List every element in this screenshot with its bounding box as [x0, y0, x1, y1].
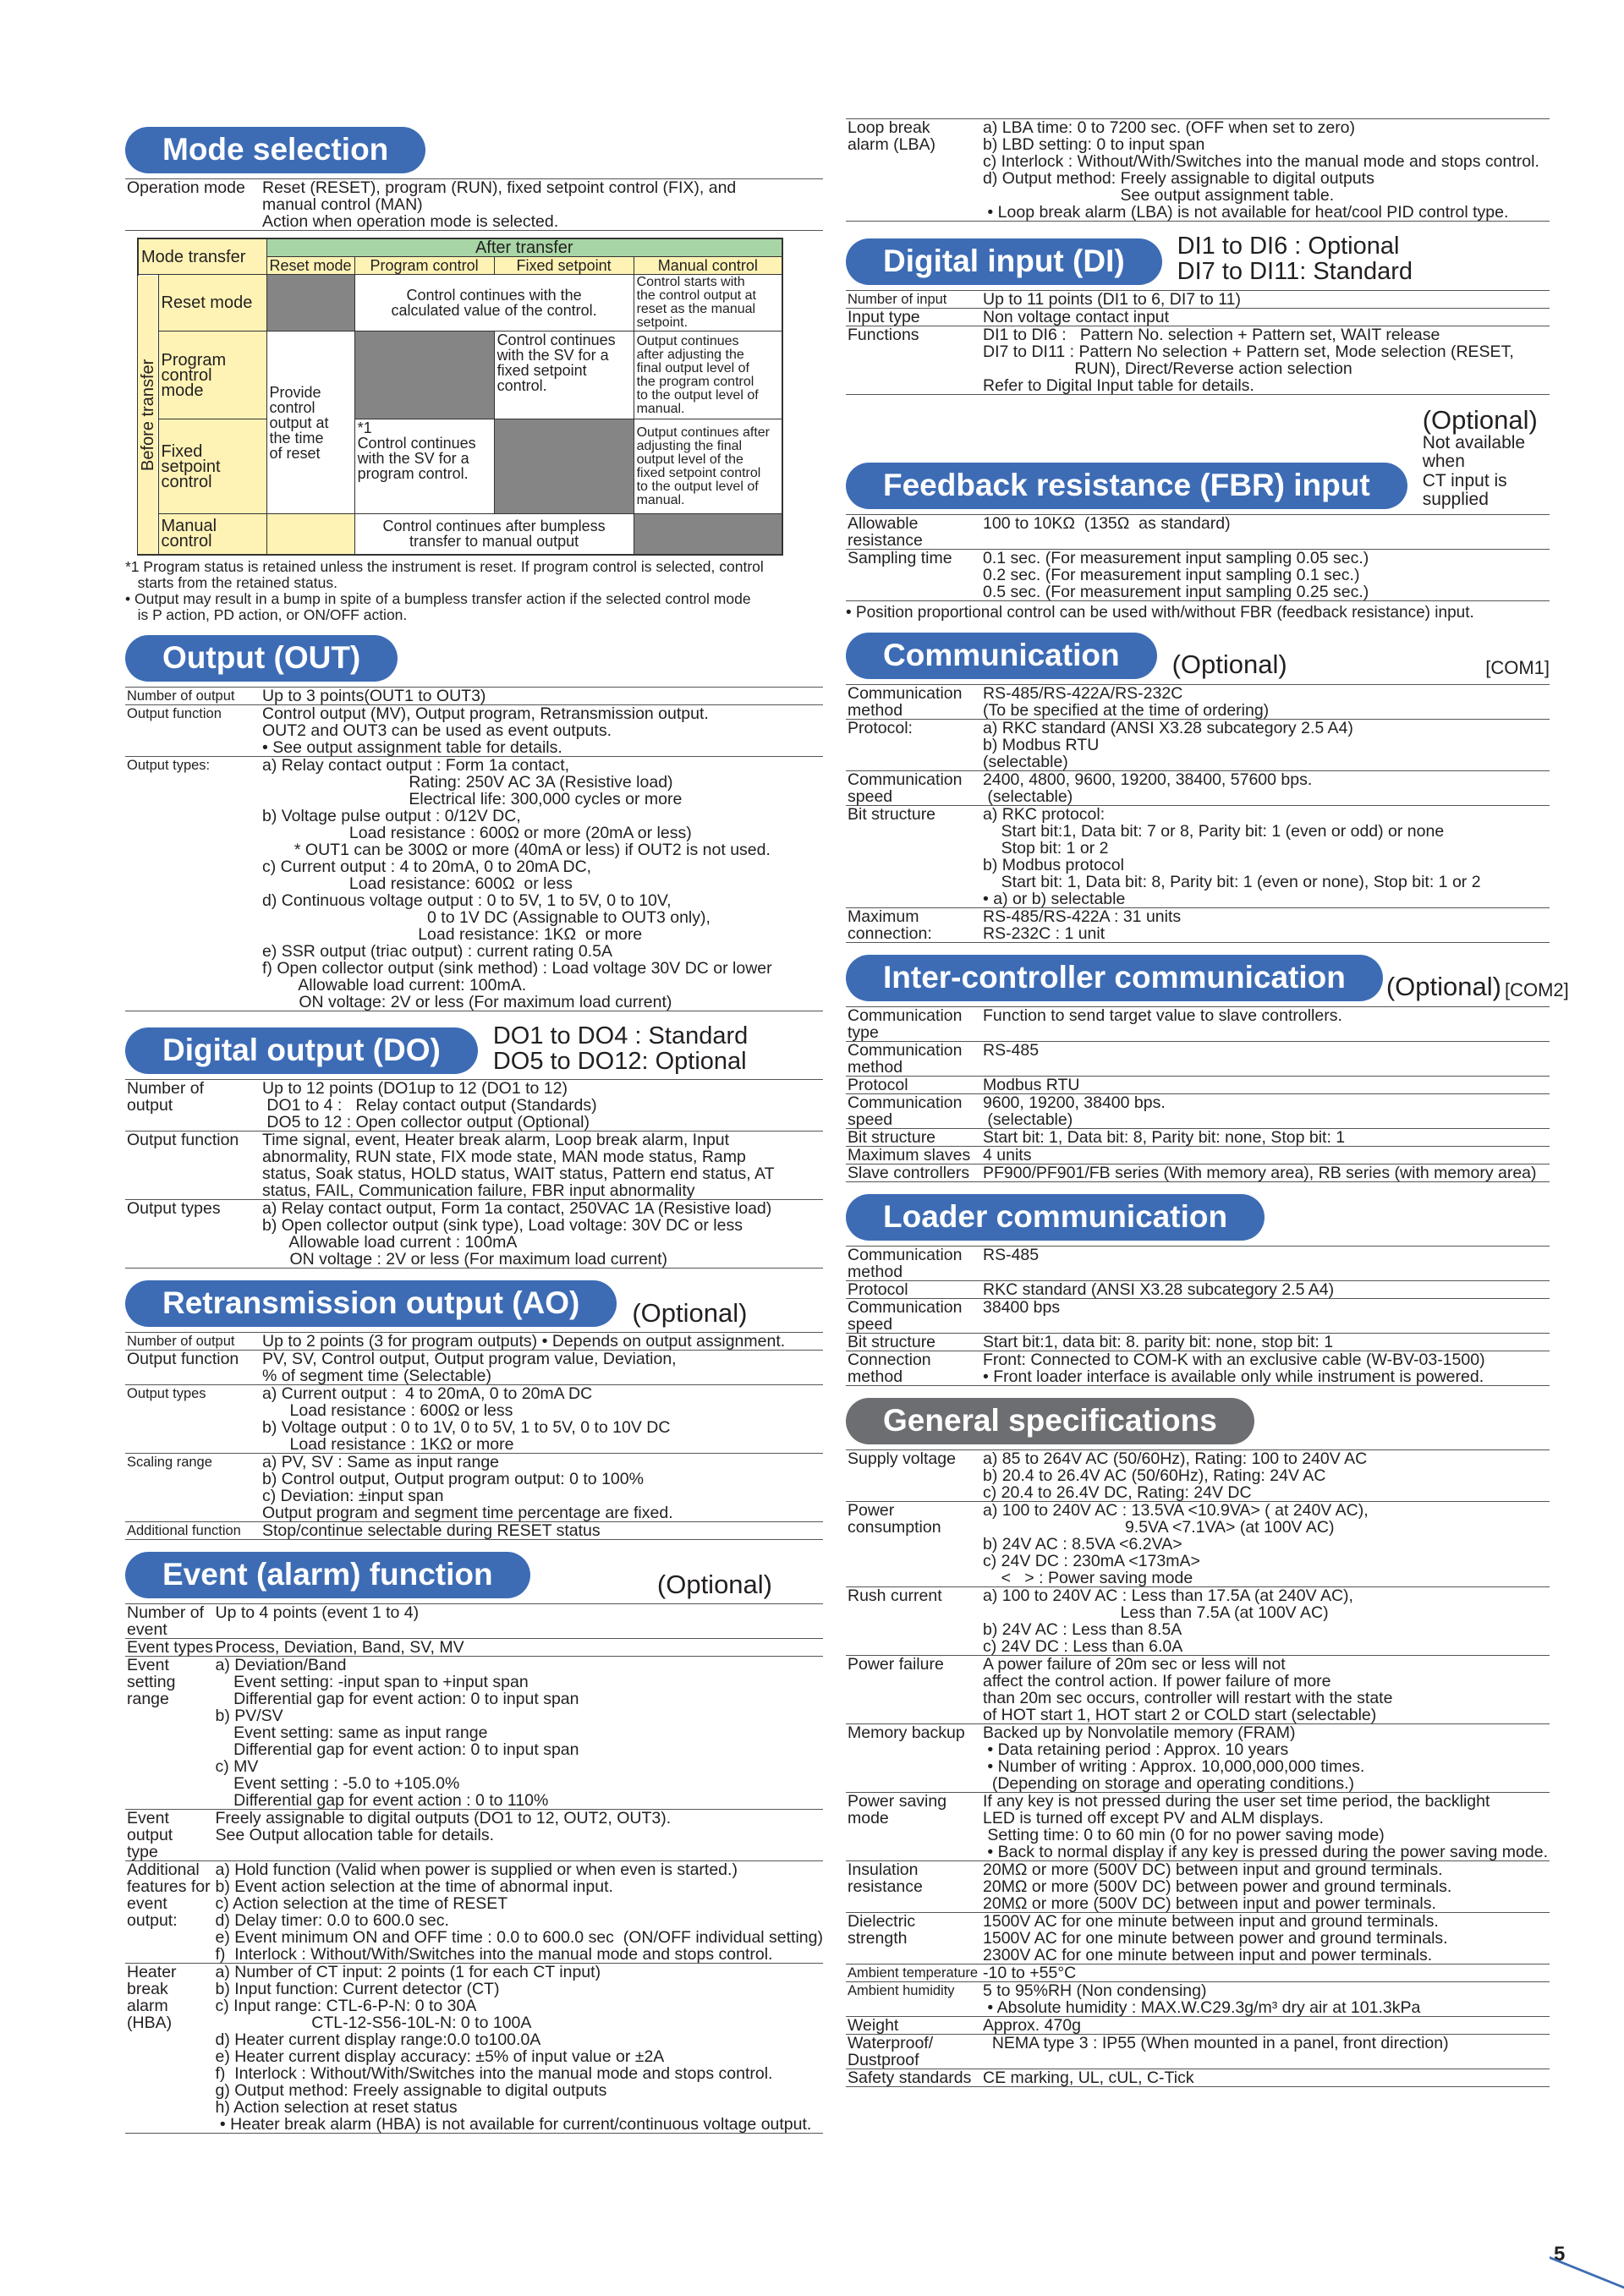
spec-value: RKC standard (ANSI X3.28 subcategory 2.5 A4)	[983, 1280, 1335, 1299]
communication-title: Communication	[846, 633, 1157, 679]
spec-key: Event setting range	[127, 1656, 176, 1709]
spec-key: Power consumption	[848, 1500, 941, 1537]
spec-key: Operation mode	[127, 178, 245, 197]
spec-row	[125, 1333, 823, 1351]
spec-value: Function to send target value to slave controllers.	[983, 1006, 1342, 1025]
spec-key: Output function	[127, 705, 222, 721]
spec-row	[846, 1006, 1550, 1041]
spec-key: Number of output	[127, 1079, 205, 1115]
cell-fixed-manual: Output continues after adjusting the final output level of the fixed setpoint control to the output level of manual.	[634, 419, 782, 514]
event-alarm-title: Event (alarm) function	[125, 1552, 530, 1598]
spec-row	[846, 1333, 1550, 1351]
spec-value: Front: Connected to COM-K with an exclusive cable (W-BV-03-1500) • Front loader interface is available only while instrument is powered.	[983, 1350, 1485, 1386]
spec-key: Additional features for event output:	[127, 1860, 211, 1931]
spec-key: Protocol	[848, 1075, 908, 1094]
spec-row	[846, 1164, 1550, 1181]
spec-row	[846, 1655, 1550, 1723]
spec-key: Number of input	[848, 291, 947, 307]
inter-controller-title: Inter-controller communication	[846, 955, 1383, 1001]
fbr-note: (Optional)	[1422, 404, 1538, 435]
spec-row	[846, 308, 1550, 326]
mode-spec-table	[125, 178, 823, 231]
spec-value: PF900/PF901/FB series (With memory area), RB series (with memory area)	[983, 1163, 1537, 1182]
loader-spec-table	[846, 1246, 1550, 1386]
spec-value: a) Relay contact output : Form 1a contact, Rating: 250V AC 3A (Resistive load) Electrical life: 300,000 cycles or more b) Voltage pulse output : 0/12V DC, Load resistance : 600Ω or more (20mA or less) * OUT1 can be 300Ω or more (40mA or less) if OUT2 is not used. c) Current output : 4 to 20mA, 0 to 20mA DC, Load resistance: 600Ω or less d) Continuous voltage output : 0 to 5V, 1 to 5V, 0 to 10V, 0 to 1V DC (Assignable to OUT3 only), Load resistance: 1KΩ or more e) SSR output (triac output) : current rating 0.5A f) Open collector output (sink method) : Load voltage 30V DC or lower Allowable load current: 100mA. ON voltage: 2V or less (For maximum load current)	[262, 755, 772, 1011]
page-number: 5	[1554, 2243, 1566, 2266]
mode-transfer-label: Mode transfer	[138, 238, 266, 275]
spec-row	[125, 1639, 823, 1657]
digital-output-section	[125, 1023, 823, 1269]
output-section	[125, 635, 823, 1011]
mode-selection-title: Mode selection	[125, 127, 425, 173]
mode-transfer-matrix	[125, 238, 823, 556]
event-spec-table	[125, 1603, 823, 2134]
spec-key: Ambient humidity	[848, 1982, 955, 1998]
col-reset-mode: Reset mode	[266, 257, 354, 275]
spec-row	[125, 179, 823, 231]
spec-key: Communication type	[848, 1006, 963, 1042]
spec-value: Start bit:1, data bit: 8. parity bit: none, stop bit: 1	[983, 1332, 1334, 1351]
spec-value: Time signal, event, Heater break alarm, Loop break alarm, Input abnormality, RUN state, FIX mode state, MAN mode status, Ramp status, Soak status, HOLD status, WAIT status, Pattern end status, AT status, FAIL, Communication failure, FBR input abnormality	[262, 1131, 775, 1201]
spec-key: Allowable resistance	[848, 513, 923, 550]
spec-value: a) 100 to 240V AC : 13.5VA <10.9VA> ( at 240V AC), 9.5VA <7.1VA> (at 100V AC) b) 24V AC : 8.5VA <6.2VA> c) 24V DC : 230mA <173mA> < > : Power saving mode	[983, 1500, 1369, 1587]
communication-note: (Optional)	[1171, 649, 1287, 680]
spec-row	[846, 1298, 1550, 1333]
spec-key: Output function	[127, 1350, 239, 1369]
spec-row	[125, 1861, 823, 1964]
digital-input-note: DI1 to DI6 : Optional DI7 to DI11: Standard	[1177, 233, 1413, 286]
after-transfer-label: After transfer	[266, 238, 782, 257]
spec-row	[125, 1810, 823, 1861]
spec-value: 20MΩ or more (500V DC) between input and ground terminals. 20MΩ or more (500V DC) between power and ground terminals. 20MΩ or more (500V DC) between input and power terminals.	[983, 1860, 1452, 1913]
digital-input-spec-table	[846, 290, 1550, 395]
spec-key: Communication method	[848, 1245, 963, 1281]
row-manual-control: Manual control	[158, 514, 266, 555]
output-spec-table	[125, 687, 823, 1011]
spec-key: Number of output	[127, 688, 235, 704]
spec-key: Loop break alarm (LBA)	[848, 118, 936, 154]
spec-row	[125, 1385, 823, 1454]
spec-row	[846, 1964, 1550, 1981]
spec-value: Process, Deviation, Band, SV, MV	[215, 1638, 464, 1658]
spec-row	[125, 1454, 823, 1522]
digital-output-title: Digital output (DO)	[125, 1027, 478, 1074]
spec-row	[125, 1604, 823, 1639]
spec-value: Reset (RESET), program (RUN), fixed setpoint control (FIX), and manual control (MAN) Action when operation mode is selected.	[262, 178, 737, 231]
col-program-control: Program control	[354, 257, 494, 275]
spec-row	[846, 1246, 1550, 1280]
spec-value: 9600, 19200, 38400 bps. (selectable)	[983, 1093, 1166, 1129]
spec-key: Input type	[848, 307, 920, 326]
spec-row	[125, 1080, 823, 1132]
fbr-title: Feedback resistance (FBR) input	[846, 463, 1407, 509]
spec-key: Memory backup	[848, 1723, 965, 1742]
loader-section	[846, 1194, 1550, 1386]
spec-key: Protocol:	[848, 718, 913, 737]
spec-row	[846, 1501, 1550, 1586]
row-fixed-setpoint: Fixed setpoint control	[158, 419, 266, 514]
spec-key: Maximum connection:	[848, 907, 932, 943]
digital-input-title: Digital input (DI)	[846, 238, 1162, 285]
spec-row	[846, 1912, 1550, 1964]
spec-value: a) RKC protocol: Start bit:1, Data bit: 7 or 8, Parity bit: 1 (even or odd) or none Stop bit: 1 or 2 b) Modbus protocol Start bit: 1, Data bit: 8, Parity bit: 1 (even or none), Stop bit: 1 or 2 • a) or b) selectable	[983, 804, 1481, 908]
digital-output-note: DO1 to DO4 : Standard DO5 to DO12: Optional	[492, 1022, 749, 1075]
cell-program-manual: Output continues after adjusting the final output level of the program control to the output level of manual.	[634, 332, 782, 419]
communication-section	[846, 633, 1550, 943]
communication-spec-table	[846, 684, 1550, 943]
spec-row	[846, 1449, 1550, 1501]
cell-fixed-fixed	[494, 419, 634, 514]
spec-key: Weight	[848, 2015, 899, 2035]
spec-key: Safety standards	[848, 2068, 972, 2087]
col-fixed-setpoint: Fixed setpoint	[494, 257, 634, 275]
spec-row	[125, 756, 823, 1011]
spec-key: Connection method	[848, 1350, 931, 1386]
spec-value: a) 85 to 264V AC (50/60Hz), Rating: 100 to 240V AC b) 20.4 to 26.4V AC (50/60Hz), Rating: 24V AC c) 20.4 to 26.4V DC, Rating: 24V DC	[983, 1449, 1368, 1502]
spec-value: a) LBA time: 0 to 7200 sec. (OFF when set to zero) b) LBD setting: 0 to input span c) Interlock : Without/With/Switches into the manual mode and stops control. d) Output method: Freely assignable to digital outputs See output assignment table. • Loop break alarm (LBA) is not available for heat/cool PID control type.	[983, 118, 1539, 222]
spec-value: RS-485/RS-422A : 31 units RS-232C : 1 unit	[983, 907, 1182, 943]
spec-value: Modbus RTU	[983, 1075, 1080, 1094]
cell-reset-program: Control continues with the calculated value of the control.	[354, 275, 634, 332]
spec-row	[846, 290, 1550, 308]
output-title: Output (OUT)	[125, 635, 398, 682]
spec-row	[846, 770, 1550, 805]
spec-key: Scaling range	[127, 1455, 212, 1471]
spec-key: Additional function	[127, 1523, 241, 1539]
spec-key: Bit structure	[848, 804, 936, 824]
page-corner-line	[1550, 2256, 1624, 2296]
spec-value: Backed up by Nonvolatile memory (FRAM) • Data retaining period : Approx. 10 years • Number of writing : Approx. 10,000,000,000 times. (Depending on storage and operating conditions.)	[983, 1723, 1365, 1793]
spec-value: DI1 to DI6 : Pattern No. selection + Pattern set, WAIT release DI7 to DI11 : Pattern No selection + Pattern set, Mode selection (RESET, RUN), Direct/Reverse action selection Refer to Digital Input table for details.	[983, 325, 1514, 395]
spec-row	[846, 1792, 1550, 1860]
spec-value: NEMA type 3 : IP55 (When mounted in a panel, front direction)	[983, 2033, 1449, 2052]
spec-value: If any key is not pressed during the user set time period, the backlight LED is turned off except PV and ALM displays. Setting time: 0 to 60 min (0 for no power saving mode) • Back to normal display if any key is pressed during the power saving mode.	[983, 1791, 1548, 1861]
retransmission-spec-table	[125, 1332, 823, 1540]
general-spec-title: General specifications	[846, 1398, 1254, 1444]
spec-value: a) Current output : 4 to 20mA, 0 to 20mA DC Load resistance : 600Ω or less b) Voltage output : 0 to 1V, 0 to 5V, 1 to 5V, 0 to 10V DC Load resistance : 1KΩ or more	[262, 1384, 671, 1455]
spec-key: Communication speed	[848, 1093, 963, 1129]
communication-tag: [COM1]	[1485, 656, 1550, 678]
spec-row	[125, 1351, 823, 1385]
spec-row	[846, 2069, 1550, 2086]
spec-key: Communication speed	[848, 770, 963, 806]
spec-value: -10 to +55°C	[983, 1963, 1077, 1982]
cell-program-fixed: Control continues with the SV for a fixed setpoint control.	[494, 332, 634, 419]
spec-value: PV, SV, Control output, Output program value, Deviation, % of segment time (Selectable)	[262, 1350, 677, 1386]
row-reset-mode: Reset mode	[158, 275, 266, 332]
spec-value: 100 to 10KΩ (135Ω as standard)	[983, 513, 1231, 533]
spec-value: RS-485/RS-422A/RS-232C (To be specified at the time of ordering)	[983, 683, 1270, 720]
spec-value: a) 100 to 240V AC : Less than 17.5A (at 240V AC), Less than 7.5A (at 100V AC) b) 24V AC : Less than 8.5A c) 24V DC : Less than 6.0A	[983, 1586, 1353, 1656]
spec-row	[125, 1200, 823, 1269]
spec-row	[846, 1586, 1550, 1655]
spec-value: 5 to 95%RH (Non condensing) • Absolute humidity : MAX.W.C29.3g/m³ dry air at 101.3kPa	[983, 1981, 1421, 2017]
spec-key: Communication speed	[848, 1297, 963, 1334]
spec-row	[846, 326, 1550, 394]
spec-key: Maximum slaves	[848, 1145, 971, 1164]
spec-row	[846, 2034, 1550, 2069]
spec-row	[846, 1041, 1550, 1076]
spec-row	[125, 687, 823, 704]
spec-value: a) Relay contact output, Form 1a contact, 250VAC 1A (Resistive load) b) Open collector output (sink type), Load voltage: 30V DC or less Allowable load current : 100mA ON voltage : 2V or less (For maximum load current)	[262, 1199, 772, 1269]
spec-key: Insulation resistance	[848, 1860, 923, 1896]
spec-key: Sampling time	[848, 548, 952, 567]
spec-key: Bit structure	[848, 1127, 936, 1147]
spec-value: a) PV, SV : Same as input range b) Control output, Output program output: 0 to 100% c) Deviation: ±input span Output program and segment time percentage are fixed.	[262, 1453, 673, 1523]
loop-break-section	[846, 118, 1550, 222]
spec-key: Number of event	[127, 1603, 205, 1640]
cell-manual-reset	[266, 514, 354, 555]
spec-key: Event output type	[127, 1809, 173, 1862]
spec-key: Ambient temperature	[848, 1964, 979, 1981]
spec-row	[846, 1981, 1550, 2016]
spec-key: Functions	[848, 325, 919, 344]
inter-controller-section	[846, 955, 1569, 1182]
spec-row	[125, 704, 823, 756]
spec-row	[846, 1860, 1550, 1912]
spec-value: a) RKC standard (ANSI X3.28 subcategory 2.5 A4) b) Modbus RTU (selectable)	[983, 718, 1353, 771]
mode-selection-section	[125, 127, 823, 623]
before-transfer-label: Before transfer	[138, 275, 158, 555]
row-program-control: Program control mode	[158, 332, 266, 419]
spec-value: Up to 2 points (3 for program outputs) • Depends on output assignment.	[262, 1332, 786, 1351]
spec-value: 0.1 sec. (For measurement input sampling 0.05 sec.) 0.2 sec. (For measurement input sampling 0.1 sec.) 0.5 sec. (For measurement input sampling 0.25 sec.)	[983, 548, 1369, 601]
spec-value: RS-485	[983, 1245, 1040, 1264]
fbr-spec-table	[846, 514, 1550, 601]
spec-row	[846, 1093, 1550, 1128]
spec-row	[846, 1351, 1550, 1385]
spec-value: Non voltage contact input	[983, 307, 1170, 326]
fbr-subnote: Not available when CT input is supplied	[1422, 433, 1526, 509]
cell-reset-reset	[266, 275, 354, 332]
spec-value: 38400 bps	[983, 1297, 1061, 1317]
spec-row	[125, 1657, 823, 1810]
spec-value: Up to 4 points (event 1 to 4)	[215, 1603, 420, 1623]
inter-controller-note: (Optional)	[1385, 972, 1501, 1002]
spec-key: Communication method	[848, 683, 963, 720]
spec-key: Communication method	[848, 1040, 963, 1077]
loop-break-spec-table	[846, 118, 1550, 222]
spec-row	[846, 1723, 1550, 1792]
spec-key: Power saving mode	[848, 1791, 947, 1827]
col-manual-control: Manual control	[634, 257, 782, 275]
spec-row	[846, 1128, 1550, 1146]
general-spec-section	[846, 1398, 1550, 2087]
spec-row	[846, 549, 1550, 600]
spec-row	[846, 684, 1550, 719]
spec-key: Output function	[127, 1131, 239, 1150]
spec-row	[125, 1522, 823, 1540]
spec-row	[846, 1280, 1550, 1298]
spec-value: Up to 3 points(OUT1 to OUT3)	[262, 686, 486, 705]
spec-row	[125, 1132, 823, 1200]
spec-key: Heater break alarm (HBA)	[127, 1963, 177, 2033]
spec-key: Output types	[127, 1386, 206, 1402]
digital-input-section	[846, 233, 1550, 395]
spec-key: Power failure	[848, 1654, 944, 1674]
cell-program-program	[354, 332, 494, 419]
fbr-section	[846, 404, 1550, 622]
spec-value: A power failure of 20m sec or less will not affect the control action. If power failure of more than 20m sec occurs, controller will restart with the state of HOT start 1, HOT start 2 or COLD start (selectable)	[983, 1654, 1393, 1724]
spec-key: Bit structure	[848, 1332, 936, 1351]
spec-row	[846, 907, 1550, 942]
fbr-footer: • Position proportional control can be used with/without FBR (feedback resistance) input.	[846, 603, 1474, 622]
spec-value: a) Deviation/Band Event setting: -input span to +input span Differential gap for event action: 0 to input span b) PV/SV Event setting: same as input range Differential gap for event action: 0 to input span c) MV Event setting : -5.0 to +105.0% Differential gap for event action : 0 to 110%	[215, 1656, 579, 1811]
retransmission-output-section	[125, 1280, 823, 1540]
spec-key: Dielectric strength	[848, 1911, 916, 1948]
spec-value: 2400, 4800, 9600, 19200, 38400, 57600 bps. (selectable)	[983, 770, 1313, 806]
spec-row	[846, 1076, 1550, 1093]
spec-row	[846, 119, 1550, 222]
general-spec-table	[846, 1449, 1550, 2087]
spec-value: 1500V AC for one minute between input and ground terminals. 1500V AC for one minute between power and ground terminals. 2300V AC for one minute between input and power terminals.	[983, 1911, 1448, 1964]
spec-row	[125, 1964, 823, 2134]
spec-value: 4 units	[983, 1145, 1032, 1164]
inter-controller-tag: [COM2]	[1504, 978, 1569, 1000]
spec-value: Freely assignable to digital outputs (DO1 to 12, OUT2, OUT3). See Output allocation table for details.	[215, 1809, 672, 1845]
retransmission-output-title: Retransmission output (AO)	[125, 1280, 617, 1327]
spec-row	[846, 719, 1550, 770]
left-column	[125, 118, 823, 2145]
spec-value: Approx. 470g	[983, 2015, 1082, 2035]
spec-row	[846, 805, 1550, 907]
cell-fixed-program: *1 Control continues with the SV for a program control.	[354, 419, 494, 514]
cell-manual-manual	[634, 514, 782, 555]
event-alarm-note: (Optional)	[656, 1569, 772, 1599]
spec-key: Protocol	[848, 1280, 908, 1299]
spec-value: Up to 12 points (DO1up to 12 (DO1 to 12) DO1 to 4 : Relay contact output (Standards) DO5 to 12 : Open collector output (Optional)	[262, 1079, 597, 1132]
spec-value: Up to 11 points (DI1 to 6, DI7 to 11)	[983, 289, 1241, 309]
spec-value: RS-485	[983, 1040, 1040, 1060]
spec-value: Start bit: 1, Data bit: 8, Parity bit: none, Stop bit: 1	[983, 1127, 1346, 1147]
right-column	[846, 118, 1569, 2099]
loader-title: Loader communication	[846, 1194, 1265, 1241]
spec-value: Control output (MV), Output program, Retransmission output. OUT2 and OUT3 can be used as event outputs. • See output assignment table for details.	[262, 704, 709, 757]
mode-notes: *1 Program status is retained unless the instrument is reset. If program control is selected, control starts from the retained status. • Output may result in a bump in spite of a bumpless transfer action if the selected control mode is P action, PD action, or ON/OFF action.	[125, 557, 764, 623]
spec-key: Slave controllers	[848, 1163, 970, 1182]
spec-row	[846, 2016, 1550, 2034]
spec-row	[846, 1146, 1550, 1164]
spec-key: Output types:	[127, 757, 211, 773]
inter-controller-spec-table	[846, 1006, 1550, 1182]
spec-key: Number of output	[127, 1334, 235, 1350]
cell-manual-other: Control continues after bumpless transfer to manual output	[354, 514, 634, 555]
spec-value: a) Number of CT input: 2 points (1 for each CT input) b) Input function: Current detector (CT) c) Input range: CTL-6-P-N: 0 to 30A CTL-12-S56-10L-N: 0 to 100A d) Heater current display range:0.0 to100.0A e) Heater current display accuracy: ±5% of input value or ±2A f) Interlock : Without/With/Switches into the manual mode and stops control. g) Output method: Freely assignable to digital outputs h) Action selection at reset status • Heater break alarm (HBA) is not available for current/continuous voltage output.	[215, 1963, 812, 2134]
spec-key: Rush current	[848, 1586, 942, 1605]
event-alarm-section	[125, 1552, 823, 2134]
spec-value: a) Hold function (Valid when power is supplied or when even is started.) b) Event action selection at the time of abnormal input. c) Action selection at the time of RESET d) Delay timer: 0.0 to 600.0 sec. e) Event minimum ON and OFF time : 0.0 to 600.0 sec (ON/OFF individual setting) f) Interlock : Without/With/Switches into the manual mode and stops control.	[215, 1860, 823, 1964]
spec-row	[846, 514, 1550, 549]
spec-value: CE marking, UL, cUL, C-Tick	[983, 2068, 1194, 2087]
digital-output-spec-table	[125, 1079, 823, 1269]
spec-value: Stop/continue selectable during RESET status	[262, 1521, 601, 1541]
cell-provide-output: Provide control output at the time of reset	[266, 332, 354, 514]
cell-reset-manual: Control starts with the control output at reset as the manual setpoint.	[634, 275, 782, 332]
retransmission-output-note: (Optional)	[632, 1297, 748, 1328]
spec-key: Supply voltage	[848, 1449, 956, 1468]
spec-key: Output types	[127, 1199, 221, 1219]
spec-key: Event types	[127, 1638, 213, 1658]
spec-key: Waterproof/ Dustproof	[848, 2033, 934, 2069]
